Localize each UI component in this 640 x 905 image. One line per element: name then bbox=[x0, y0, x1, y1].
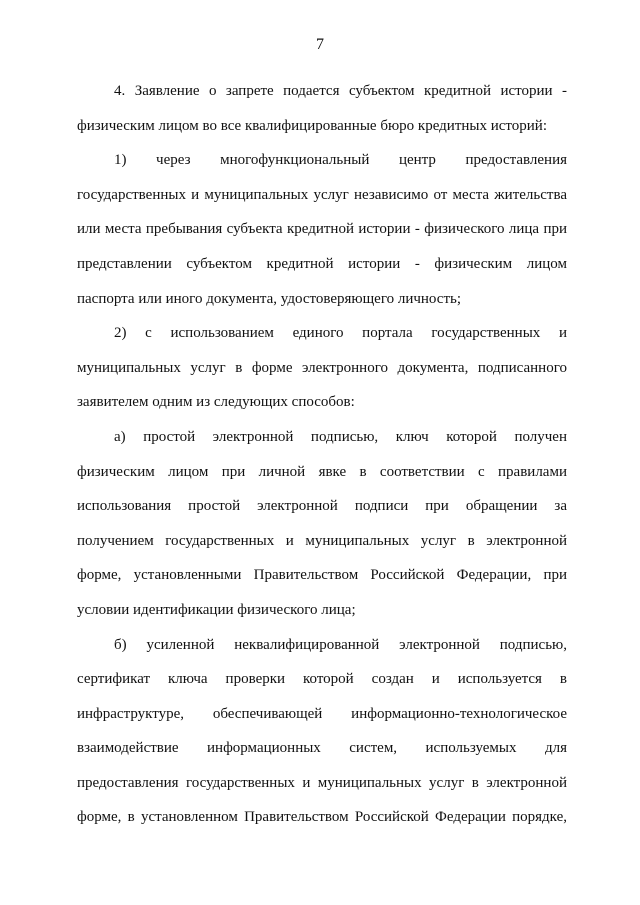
page-number: 7 bbox=[316, 36, 324, 53]
paragraph-4-statement bbox=[77, 74, 567, 143]
text-line: 4. Заявление о запрете подается субъектом кредитной истории - bbox=[114, 83, 567, 99]
text-line: физическим лицом при личной явке в соответствии с правилами bbox=[77, 463, 567, 480]
text-line: муниципальных услуг в форме электронного документа, подписанного bbox=[77, 359, 567, 376]
text-line: представлении субъектом кредитной истории - физическим лицом bbox=[77, 255, 567, 272]
document-body bbox=[77, 74, 567, 835]
text-line: или места пребывания субъекта кредитной истории - физического лица при bbox=[77, 221, 567, 238]
text-line: государственных и муниципальных услуг независимо от места жительства bbox=[77, 186, 567, 203]
text-line: получением государственных и муниципальных услуг в электронной bbox=[77, 532, 567, 549]
paragraph-item-2 bbox=[77, 316, 567, 420]
text-line: взаимодействие информационных систем, используемых для bbox=[77, 740, 567, 757]
paragraph-item-1 bbox=[77, 143, 567, 316]
text-line: а) простой электронной подписью, ключ которой получен bbox=[114, 428, 567, 445]
text-line: заявителем одним из следующих способов: bbox=[77, 394, 355, 411]
text-line: инфраструктуре, обеспечивающей информационно-технологическое bbox=[77, 705, 567, 722]
text-line: форме, установленными Правительством Российской Федерации, при bbox=[77, 567, 567, 584]
text-line: физическим лицом во все квалифицированные бюро кредитных историй: bbox=[77, 117, 547, 134]
text-line: паспорта или иного документа, удостоверяющего личность; bbox=[77, 290, 462, 307]
text-line: 2) с использованием единого портала государственных и bbox=[114, 325, 567, 342]
text-line: 1) через многофункциональный центр предоставления bbox=[114, 152, 567, 169]
text-line: предоставления государственных и муниципальных услуг в электронной bbox=[77, 774, 567, 791]
text-line: форме, в установленном Правительством Российской Федерации порядке, bbox=[77, 809, 567, 826]
text-line: б) усиленной неквалифицированной электронной подписью, bbox=[114, 636, 567, 653]
paragraph-subitem-a bbox=[77, 420, 567, 628]
paragraph-subitem-b bbox=[77, 628, 567, 836]
text-line: сертификат ключа проверки которой создан и используется в bbox=[77, 671, 567, 688]
text-line: использования простой электронной подписи при обращении за bbox=[77, 498, 567, 515]
text-line: условии идентификации физического лица; bbox=[77, 601, 356, 618]
